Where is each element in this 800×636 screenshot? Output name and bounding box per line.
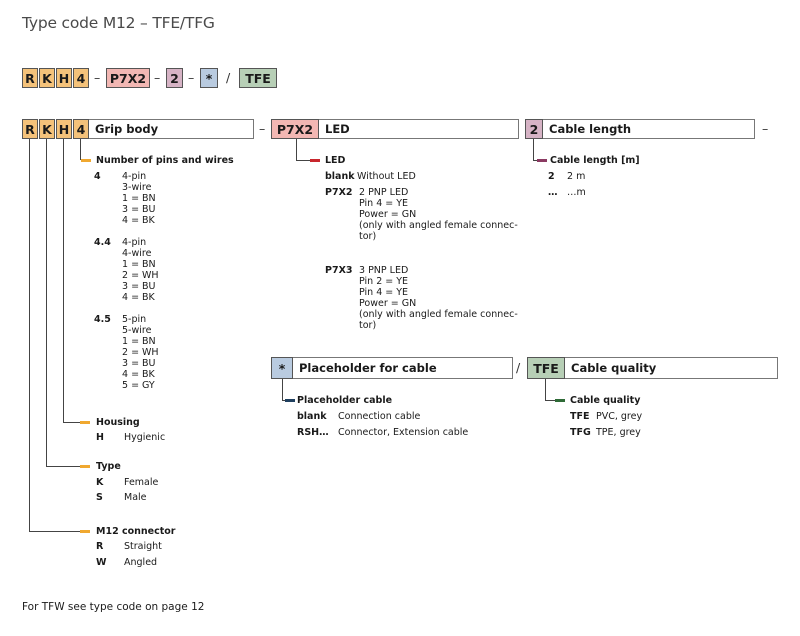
hdr-r: R [22, 119, 38, 139]
hdr-h: H [56, 119, 72, 139]
hdr-slash: / [516, 360, 521, 375]
connector-code-r: R [96, 541, 104, 552]
connector-desc-w: Angled [124, 557, 158, 568]
type-code-s: S [96, 492, 103, 503]
pins-title: Number of pins and wires [96, 155, 234, 166]
cable-length-code-more: … [548, 187, 558, 198]
type-code-k: K [96, 477, 104, 488]
placeholder-desc-rsh: Connector, Extension cable [338, 427, 469, 438]
cable-length-desc-more: …m [567, 187, 586, 198]
hdr-dash: – [762, 121, 769, 136]
code-2: 2 [166, 68, 183, 88]
pins-group-4: 4-pin 3-wire 1 = BN 3 = BU 4 = BK [122, 171, 156, 226]
code-h: H [56, 68, 72, 88]
pins-group-4-5: 5-pin 5-wire 1 = BN 2 = WH 3 = BU 4 = BK 5 = GY [122, 314, 159, 391]
placeholder-desc-blank: Connection cable [338, 411, 421, 422]
code-4: 4 [73, 68, 89, 88]
placeholder-title: Placeholder cable [297, 395, 393, 406]
connector-title: M12 connector [96, 526, 176, 537]
hdr-dash: – [259, 121, 266, 136]
header-led: LED [319, 119, 519, 139]
hdr-2: 2 [525, 119, 543, 139]
header-placeholder: Placeholder for cable [293, 357, 513, 379]
quality-title: Cable quality [570, 395, 641, 406]
housing-code: H [96, 432, 104, 443]
quality-desc-tfe: PVC, grey [596, 411, 643, 422]
cable-length-code-2: 2 [548, 171, 555, 182]
quality-code-tfg: TFG [570, 427, 591, 438]
housing-title: Housing [96, 417, 140, 428]
placeholder-code-rsh: RSH… [297, 427, 329, 438]
quality-desc-tfg: TPE, grey [596, 427, 641, 438]
housing-desc: Hygienic [124, 432, 166, 443]
code-dash: – [94, 70, 101, 85]
led-group-p7x2: 2 PNP LED Pin 4 = YE Power = GN (only with angled female connec- tor) [359, 187, 518, 242]
led-title: LED [325, 155, 346, 166]
code-r: R [22, 68, 38, 88]
pins-code-4-4: 4.4 [94, 237, 111, 248]
code-slash: / [226, 70, 231, 85]
cable-length-desc-2: 2 m [567, 171, 586, 182]
code-p7x2: P7X2 [106, 68, 150, 88]
code-tfe: TFE [239, 68, 277, 88]
type-desc-s: Male [124, 492, 147, 503]
code-dash: – [188, 70, 195, 85]
code-dash: – [154, 70, 161, 85]
pins-group-4-4: 4-pin 4-wire 1 = BN 2 = WH 3 = BU 4 = BK [122, 237, 159, 303]
led-code-p7x3: P7X3 [325, 265, 353, 276]
header-grip-body: Grip body [89, 119, 254, 139]
hdr-star: * [271, 357, 293, 379]
quality-code-tfe: TFE [570, 411, 590, 422]
header-cable-quality: Cable quality [565, 357, 778, 379]
hdr-4: 4 [73, 119, 89, 139]
cable-length-title: Cable length [m] [550, 155, 640, 166]
led-desc-blank: Without LED [357, 171, 416, 182]
hdr-tfe: TFE [527, 357, 565, 379]
type-title: Type [96, 461, 121, 472]
led-code-p7x2: P7X2 [325, 187, 353, 198]
page-title: Type code M12 – TFE/TFG [22, 14, 215, 32]
connector-code-w: W [96, 557, 107, 568]
led-group-p7x3: 3 PNP LED Pin 2 = YE Pin 4 = YE Power = GN (only with angled female connec- tor) [359, 265, 518, 331]
hdr-p7x2: P7X2 [271, 119, 319, 139]
type-desc-k: Female [124, 477, 159, 488]
code-k: K [39, 68, 55, 88]
code-star: * [200, 68, 218, 88]
connector-desc-r: Straight [124, 541, 162, 552]
pins-code-4-5: 4.5 [94, 314, 111, 325]
pins-code-4: 4 [94, 171, 101, 182]
led-code-blank: blank [325, 171, 355, 182]
header-cable-length: Cable length [543, 119, 755, 139]
footer-note: For TFW see type code on page 12 [22, 601, 205, 613]
hdr-k: K [39, 119, 55, 139]
placeholder-code-blank: blank [297, 411, 327, 422]
